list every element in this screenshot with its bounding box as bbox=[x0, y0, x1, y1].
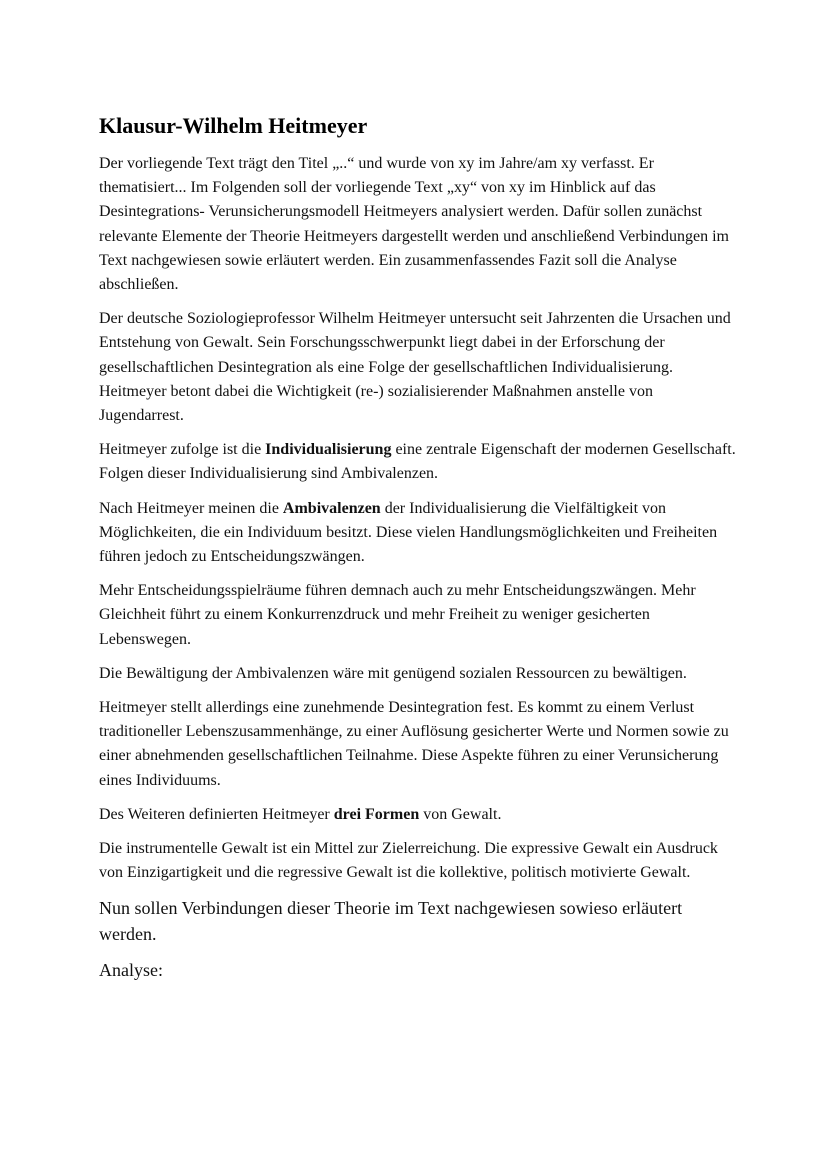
text-segment: Heitmeyer zufolge ist die bbox=[99, 441, 266, 459]
analyse-heading: Analyse: bbox=[99, 960, 163, 981]
bold-term: Individualisierung bbox=[265, 441, 392, 459]
desintegration-paragraph: Heitmeyer stellt allerdings eine zunehmende Desintegration fest. Es kommt zu einem Verlust traditioneller Lebenszusammenhänge, zu einer Auflösung gesicherter Werte und Normen sowie zu einer abnehmenden gesellschaftlichen Teilnahme. Diese Aspekte führen zu einer Verunsicherung eines Individuums. bbox=[99, 699, 729, 789]
author-paragraph: Der deutsche Soziologieprofessor Wilhelm Heitmeyer untersucht seit Jahrzenten die Ursachen und Entstehung von Gewalt. Sein Forschungsschwerpunkt liegt dabei in der Erforschung der gesellschaftlichen Desintegration als eine Folge der gesellschaftlichen Individualisierung. Heitmeyer betont dabei die Wichtigkeit (re-) sozialisierender Maßnahmen anstelle von Jugendarrest. bbox=[99, 310, 731, 425]
text-segment: Des Weiteren definierten Heitmeyer bbox=[99, 805, 334, 823]
text-segment: von Gewalt. bbox=[419, 805, 502, 823]
intro-paragraph: Der vorliegende Text trägt den Titel „..“ und wurde von xy im Jahre/am xy verfasst. Er thematisiert... Im Folgenden soll der vorliegende Text „xy“ von xy im Hinblick auf das Desintegrations- Verunsicherungsmodell Heitmeyers analysiert werden. Dafür sollen zunächst relevante Elemente der Theorie Heitmeyers dargestellt werden und anschließend Verbindungen im Text nachgewiesen sowie erläutert werden. Ein zusammenfassendes Fazit soll die Analyse abschließen. bbox=[99, 155, 729, 294]
bold-term: drei Formen bbox=[333, 805, 420, 823]
document-title: Klausur-Wilhelm Heitmeyer bbox=[99, 113, 368, 138]
transition-paragraph: Nun sollen Verbindungen dieser Theorie im Text nachgewiesen sowieso erläutert werden. bbox=[99, 898, 683, 945]
bold-term: Ambivalenzen bbox=[282, 499, 381, 517]
gewaltformen-paragraph bbox=[99, 803, 739, 827]
individualisierung-paragraph bbox=[99, 438, 739, 486]
gewalt-definition-paragraph: Die instrumentelle Gewalt ist ein Mittel zur Zielerreichung. Die expressive Gewalt ein Ausdruck von Einzigartigkeit und die regressive Gewalt ist die kollektive, politisch motivierte Gewalt. bbox=[99, 840, 718, 882]
bewaeltigung-paragraph: Die Bewältigung der Ambivalenzen wäre mit genügend sozialen Ressourcen zu bewältigen. bbox=[99, 664, 687, 682]
ambivalenzen-paragraph bbox=[99, 497, 739, 570]
text-segment: eine zentrale Eigenschaft der modernen Gesellschaft. Folgen dieser Individualisierung sind Ambivalenzen. bbox=[99, 441, 736, 483]
text-segment: Nach Heitmeyer meinen die bbox=[99, 499, 283, 517]
entscheidung-paragraph: Mehr Entscheidungsspielräume führen demnach auch zu mehr Entscheidungszwängen. Mehr Gleichheit führt zu einem Konkurrenzdruck und mehr Freiheit zu weniger gesicherten Lebenswegen. bbox=[99, 582, 696, 648]
document-page bbox=[99, 112, 739, 993]
text-segment: der Individualisierung die Vielfältigkeit von Möglichkeiten, die ein Individuum besitzt. Diese vielen Handlungsmöglichkeiten und Freiheiten führen jedoch zu Entscheidungszwängen. bbox=[99, 499, 718, 566]
